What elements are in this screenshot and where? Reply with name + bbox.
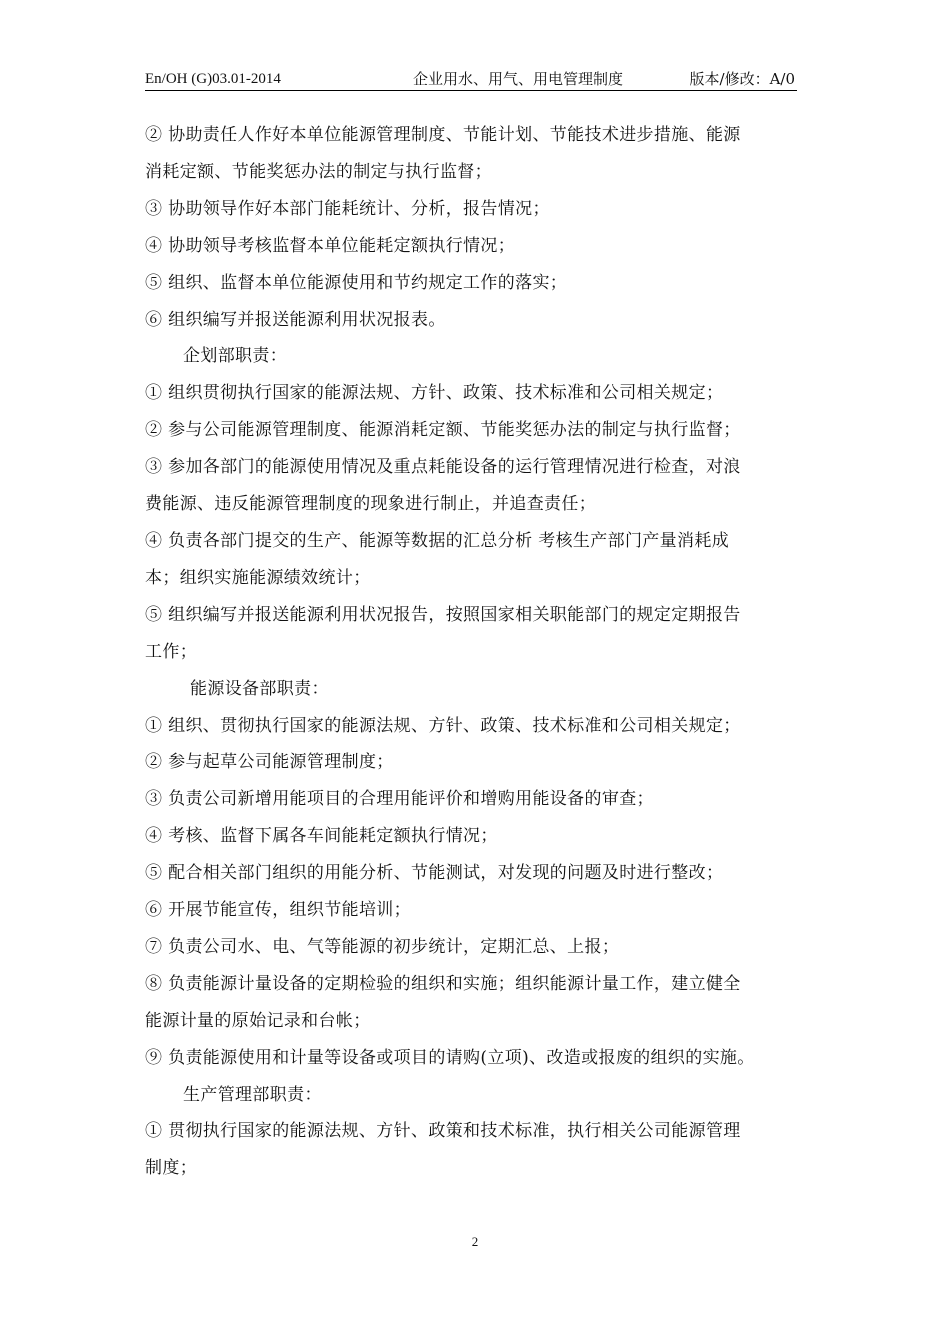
text-line: ① 组织、贯彻执行国家的能源法规、方针、政策、技术标准和公司相关规定； bbox=[145, 715, 741, 736]
text-line: ③ 负责公司新增用能项目的合理用能评价和增购用能设备的审查； bbox=[145, 789, 654, 810]
text-line: ④ 考核、监督下属各车间能耗定额执行情况； bbox=[145, 826, 498, 847]
text-line: ⑤ 配合相关部门组织的用能分析、节能测试，对发现的问题及时进行整改； bbox=[145, 863, 724, 884]
text-line: 本；组织实施能源绩效统计； bbox=[145, 567, 371, 588]
page-header bbox=[145, 68, 797, 91]
text-line: ⑥ 开展节能宣传，组织节能培训； bbox=[145, 900, 412, 921]
section-heading-planning: 企划部职责： bbox=[183, 346, 288, 367]
text-line: ① 组织贯彻执行国家的能源法规、方针、政策、技术标准和公司相关规定； bbox=[145, 383, 724, 404]
document-body bbox=[145, 117, 807, 1187]
text-line: ② 参与起草公司能源管理制度； bbox=[145, 752, 394, 773]
text-line: ⑤ 组织编写并报送能源利用状况报告，按照国家相关职能部门的规定定期报告 bbox=[145, 604, 741, 625]
text-line: 工作； bbox=[145, 641, 198, 662]
document-version: 版本/修改：A/0 bbox=[689, 70, 795, 88]
text-line: 费能源、违反能源管理制度的现象进行制止，并追查责任； bbox=[145, 494, 597, 515]
text-line: 制度； bbox=[145, 1158, 198, 1179]
text-line: ② 协助责任人作好本单位能源管理制度、节能计划、节能技术进步措施、能源 bbox=[145, 125, 741, 145]
text-line: ⑧ 负责能源计量设备的定期检验的组织和实施；组织能源计量工作，建立健全 bbox=[145, 973, 741, 994]
text-line: ⑥ 组织编写并报送能源利用状况报表。 bbox=[145, 309, 446, 330]
text-line: ① 贯彻执行国家的能源法规、方针、政策和技术标准，执行相关公司能源管理 bbox=[145, 1121, 741, 1142]
text-line: ② 参与公司能源管理制度、能源消耗定额、节能奖惩办法的制定与执行监督； bbox=[145, 420, 741, 441]
text-line: ⑦ 负责公司水、电、气等能源的初步统计，定期汇总、上报； bbox=[145, 936, 620, 957]
page-number: 2 bbox=[471, 1234, 479, 1249]
document-title: 企业用水、用气、用电管理制度 bbox=[413, 70, 624, 88]
text-line: ⑤ 组织、监督本单位能源使用和节约规定工作的落实； bbox=[145, 272, 568, 293]
section-heading-production: 生产管理部职责： bbox=[183, 1084, 322, 1105]
text-line: 消耗定额、节能奖惩办法的制定与执行监督； bbox=[145, 161, 492, 182]
section-heading-energy-equipment: 能源设备部职责： bbox=[190, 678, 329, 699]
text-line: ④ 负责各部门提交的生产、能源等数据的汇总分析 考核生产部门产量消耗成 bbox=[145, 530, 730, 551]
text-line: ③ 协助领导作好本部门能耗统计、分析，报告情况； bbox=[145, 198, 550, 219]
text-line: ③ 参加各部门的能源使用情况及重点耗能设备的运行管理情况进行检查，对浪 bbox=[145, 457, 741, 478]
text-line: ④ 协助领导考核监督本单位能耗定额执行情况； bbox=[145, 235, 516, 256]
text-line: 能源计量的原始记录和台帐； bbox=[145, 1010, 371, 1031]
document-code: En/OH (G)03.01-2014 bbox=[145, 71, 281, 87]
text-line: ⑨ 负责能源使用和计量等设备或项目的请购(立项)、改造或报废的组织的实施。 bbox=[145, 1047, 755, 1068]
